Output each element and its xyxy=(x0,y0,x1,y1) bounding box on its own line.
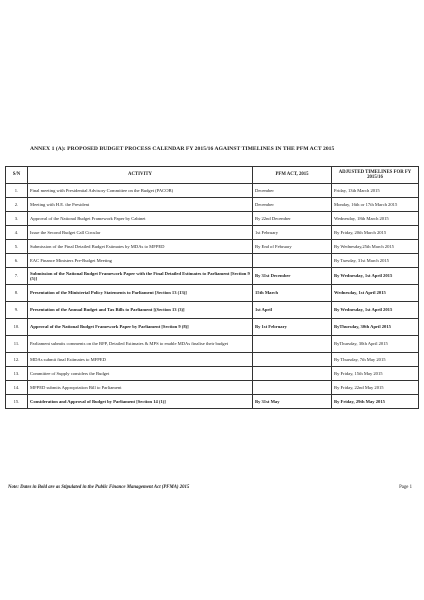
row-adjusted-timeline: By Friday, 15th May 2015 xyxy=(332,367,419,381)
header-pfm-act: PFM ACT, 2015 xyxy=(253,167,332,184)
row-pfm-act: 15th March xyxy=(253,285,332,302)
table-row xyxy=(6,254,419,268)
row-adjusted-timeline: ByThursday, 30th April 2015 xyxy=(332,336,419,353)
row-activity: Consideration and Approval of Budget by Parliament [Section 14 (1)] xyxy=(28,395,253,409)
row-sn: 3. xyxy=(6,212,28,226)
table-row xyxy=(6,268,419,285)
row-sn: 13. xyxy=(6,367,28,381)
row-activity: MFPED submits Appropriation Bill to Parliament xyxy=(28,381,253,395)
table-row xyxy=(6,353,419,367)
table-row xyxy=(6,184,419,198)
footnote: Note: Dates in Bold are as Stipulated in the Public Finance Management Act (PFMA) 2015 xyxy=(8,485,190,490)
table-row xyxy=(6,240,419,254)
row-pfm-act: 1st April xyxy=(253,302,332,319)
row-activity: Presentation of the Annual Budget and Tax Bills to Parliament [(Section 13 (3)] xyxy=(28,302,253,319)
row-pfm-act: By End of February xyxy=(253,240,332,254)
row-adjusted-timeline: Friday, 13th March 2015 xyxy=(332,184,419,198)
row-activity: Meeting with H.E. the President xyxy=(28,198,253,212)
row-pfm-act: By 31st December xyxy=(253,268,332,285)
row-adjusted-timeline: Monday, 16th or 17th March 2015 xyxy=(332,198,419,212)
row-adjusted-timeline: By Friday, 29th May 2015 xyxy=(332,395,419,409)
row-pfm-act: By 22nd December xyxy=(253,212,332,226)
row-activity: MDAs submit final Estimates to MFPED xyxy=(28,353,253,367)
row-sn: 14. xyxy=(6,381,28,395)
table-body xyxy=(6,184,419,409)
row-activity: Issue the Second Budget Call Circular xyxy=(28,226,253,240)
row-pfm-act xyxy=(253,381,332,395)
row-pfm-act: December xyxy=(253,198,332,212)
table-row xyxy=(6,336,419,353)
document-title: ANNEX 1 (A): PROPOSED BUDGET PROCESS CALENDAR FY 2015/16 AGAINST TIMELINES IN THE PFM ACT 2015 xyxy=(30,146,335,152)
row-sn: 11. xyxy=(6,336,28,353)
row-sn: 12. xyxy=(6,353,28,367)
row-activity: Submission of the National Budget Framework Paper with the Final Detailed Estimates to Parliament [Section 9 (5)] xyxy=(28,268,253,285)
header-sn: S/N xyxy=(6,167,28,184)
row-adjusted-timeline: ByThursday, 30th April 2015 xyxy=(332,319,419,336)
row-adjusted-timeline: Wednesday, 18th March 2015 xyxy=(332,212,419,226)
row-pfm-act xyxy=(253,367,332,381)
row-activity: Approval of the National Budget Framework Paper by Cabinet xyxy=(28,212,253,226)
row-adjusted-timeline: By Wednesday, 1st April 2015 xyxy=(332,268,419,285)
table-row xyxy=(6,395,419,409)
row-sn: 10. xyxy=(6,319,28,336)
row-pfm-act: By 31st May xyxy=(253,395,332,409)
table-header-row xyxy=(6,167,419,184)
row-activity: Parliament submits comments on the BFP, Detailed Estimates & MPS to enable MDAs finalise their budget xyxy=(28,336,253,353)
row-adjusted-timeline: By Friday, 22nd May 2015 xyxy=(332,381,419,395)
row-adjusted-timeline: By Friday, 20th March 2015 xyxy=(332,226,419,240)
row-adjusted-timeline: By Wednesday, 1st April 2015 xyxy=(332,302,419,319)
row-activity: Submission of the Final Detailed Budget Estimates by MDAs to MFPED xyxy=(28,240,253,254)
row-pfm-act xyxy=(253,254,332,268)
row-sn: 2. xyxy=(6,198,28,212)
table-row xyxy=(6,285,419,302)
row-sn: 8. xyxy=(6,285,28,302)
row-adjusted-timeline: Wednesday, 1st April 2015 xyxy=(332,285,419,302)
table-row xyxy=(6,226,419,240)
row-pfm-act xyxy=(253,336,332,353)
row-sn: 6. xyxy=(6,254,28,268)
table-row xyxy=(6,367,419,381)
budget-calendar-table xyxy=(5,166,419,409)
row-pfm-act xyxy=(253,353,332,367)
table-row xyxy=(6,381,419,395)
table-row xyxy=(6,319,419,336)
table-row xyxy=(6,212,419,226)
row-adjusted-timeline: By Thursday, 7th May 2015 xyxy=(332,353,419,367)
row-activity: Committee of Supply considers the Budget xyxy=(28,367,253,381)
header-adjusted-timelines: ADJUSTED TIMELINES FOR FY 2015/16 xyxy=(332,167,419,184)
row-adjusted-timeline: By Tuesday, 31st March 2015 xyxy=(332,254,419,268)
row-pfm-act: By 1st February xyxy=(253,319,332,336)
row-sn: 9. xyxy=(6,302,28,319)
page-number: Page 1 xyxy=(399,485,412,490)
row-activity: EAC Finance Ministers Pre-Budget Meeting xyxy=(28,254,253,268)
row-sn: 5. xyxy=(6,240,28,254)
row-sn: 15. xyxy=(6,395,28,409)
row-adjusted-timeline: By Wednesday,25th March 2015 xyxy=(332,240,419,254)
table-row xyxy=(6,198,419,212)
table-row xyxy=(6,302,419,319)
row-activity: Presentation of the Ministerial Policy Statements to Parliament [Section 13 (13)] xyxy=(28,285,253,302)
row-activity: Final meeting with Presidential Advisory Committee on the Budget (PACOB) xyxy=(28,184,253,198)
row-sn: 1. xyxy=(6,184,28,198)
row-pfm-act: December xyxy=(253,184,332,198)
header-activity: ACTIVITY xyxy=(28,167,253,184)
row-activity: Approval of the National Budget Framework Paper by Parliament [Section 9 (8)] xyxy=(28,319,253,336)
row-sn: 4. xyxy=(6,226,28,240)
row-sn: 7. xyxy=(6,268,28,285)
row-pfm-act: 1st February xyxy=(253,226,332,240)
